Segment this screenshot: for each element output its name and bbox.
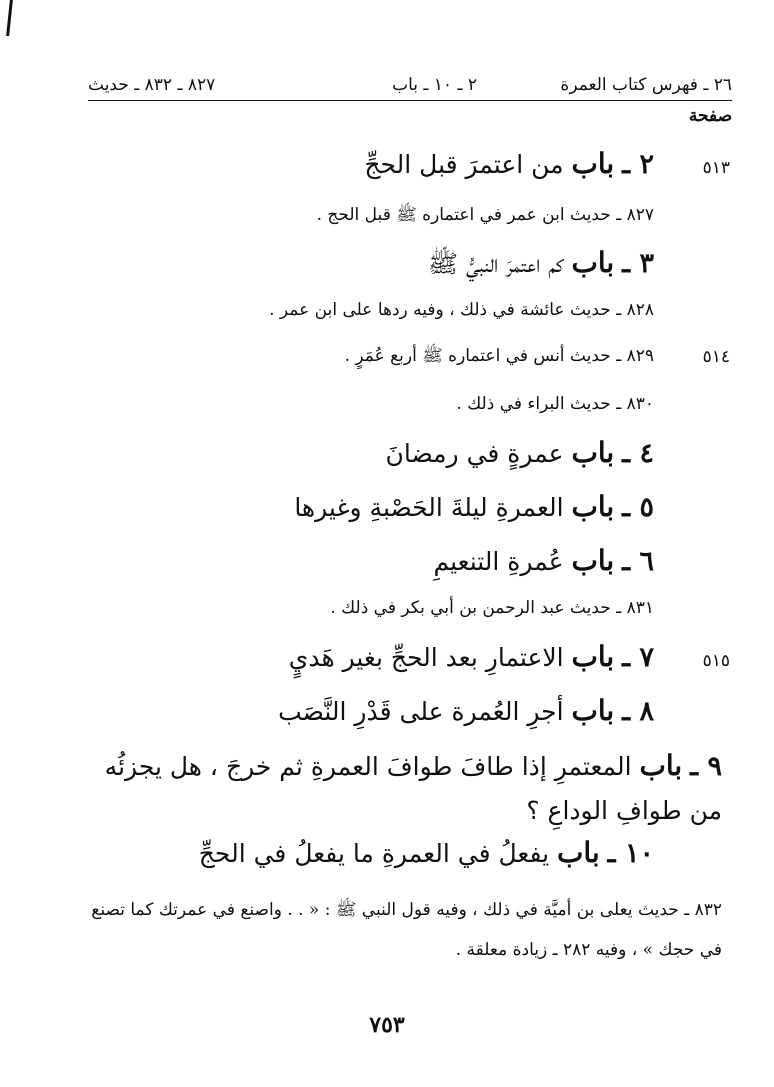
chapter-title: الاعتمارِ بعد الحجِّ بغير هَديٍ: [288, 643, 564, 672]
chapter-title: العمرةِ ليلةَ الحَصْبةِ وغيرها: [294, 493, 564, 522]
chapter-number: ٥ ـ: [622, 492, 654, 523]
chapter-heading: [60, 246, 654, 285]
hadith-entry: ٨٢٩ ـ حديث أنس في اعتماره ﷺ أربع عُمَرٍ .: [344, 346, 654, 366]
header-chapter-range: ٢ ـ ١٠ ـ باب: [392, 75, 477, 95]
chapter-number: ٣ ـ: [622, 248, 654, 279]
chapter-title: من اعتمرَ قبل الحجِّ: [364, 150, 564, 179]
chapter-heading: [60, 836, 654, 869]
chapter-number: ٢ ـ: [622, 149, 654, 180]
chapter-title: أجرِ العُمرة على قَدْرِ النَّصَب: [278, 697, 564, 726]
chapter-word: باب: [571, 640, 615, 673]
chapter-title: عُمرةِ التنعيمِ: [433, 547, 564, 576]
header-hadith-range: ٨٢٧ ـ ٨٣٢ ـ حديث: [88, 75, 216, 95]
hadith-entry: ٨٢٧ ـ حديث ابن عمر في اعتماره ﷺ قبل الحج .: [316, 205, 654, 225]
chapter-word: باب: [571, 147, 615, 180]
chapter-title: عمرةٍ في رمضانَ: [385, 439, 564, 468]
chapter-word: باب: [571, 246, 615, 279]
page-column-label: صفحة: [688, 106, 732, 126]
chapter-word: باب: [571, 694, 615, 727]
header-book-title: ٢٦ ـ فهرس كتاب العمرة: [560, 75, 732, 95]
chapter-word: باب: [571, 490, 615, 523]
chapter-heading: [60, 436, 654, 469]
page-ref: ٥١٥: [702, 651, 730, 671]
chapter-title: المعتمرِ إذا طافَ طوافَ العمرةِ ثم خرجَ ، هل يجزئُه من طوافِ الوداعِ ؟: [104, 752, 722, 825]
chapter-word: باب: [571, 544, 615, 577]
chapter-number: ٨ ـ: [622, 696, 654, 727]
chapter-heading: [60, 490, 654, 523]
chapter-number: ٦ ـ: [622, 546, 654, 577]
page-ref: ٥١٤: [702, 347, 730, 367]
page-ref: ٥١٣: [702, 158, 730, 178]
hadith-entry: ٨٢٨ ـ حديث عائشة في ذلك ، وفيه ردها على ابن عمر .: [269, 300, 654, 320]
chapter-word: باب: [571, 436, 615, 469]
chapter-number: ٧ ـ: [622, 642, 654, 673]
page-number: ٧٥٣: [369, 1012, 405, 1038]
hadith-entry: ٨٣٢ ـ حديث يعلى بن أميَّة في ذلك ، وفيه قول النبي ﷺ : « . . واصنع في عمرتك كما تصنع في حجك » ، وفيه ٢٨٢ ـ زيادة معلقة .: [91, 900, 722, 960]
chapter-word: باب: [639, 749, 683, 782]
chapter-number: ٤ ـ: [622, 438, 654, 469]
chapter-heading: [60, 147, 654, 180]
chapter-heading: [60, 694, 654, 727]
chapter-heading: [60, 544, 654, 577]
chapter-heading: [70, 744, 722, 833]
hadith-entry: ٨٣٠ ـ حديث البراء في ذلك .: [456, 394, 654, 414]
chapter-title: كم اعتمرَ النبيُّ ﷺ: [427, 249, 564, 278]
chapter-number: ٩ ـ: [690, 751, 722, 782]
chapter-word: باب: [557, 836, 600, 869]
chapter-title: يفعلُ في العمرةِ ما يفعلُ في الحجِّ: [198, 839, 550, 868]
hadith-entry: ٨٣١ ـ حديث عبد الرحمن بن أبي بكر في ذلك .: [330, 598, 654, 618]
chapter-number: ١٠ ـ: [607, 838, 654, 869]
chapter-heading: [60, 640, 654, 673]
